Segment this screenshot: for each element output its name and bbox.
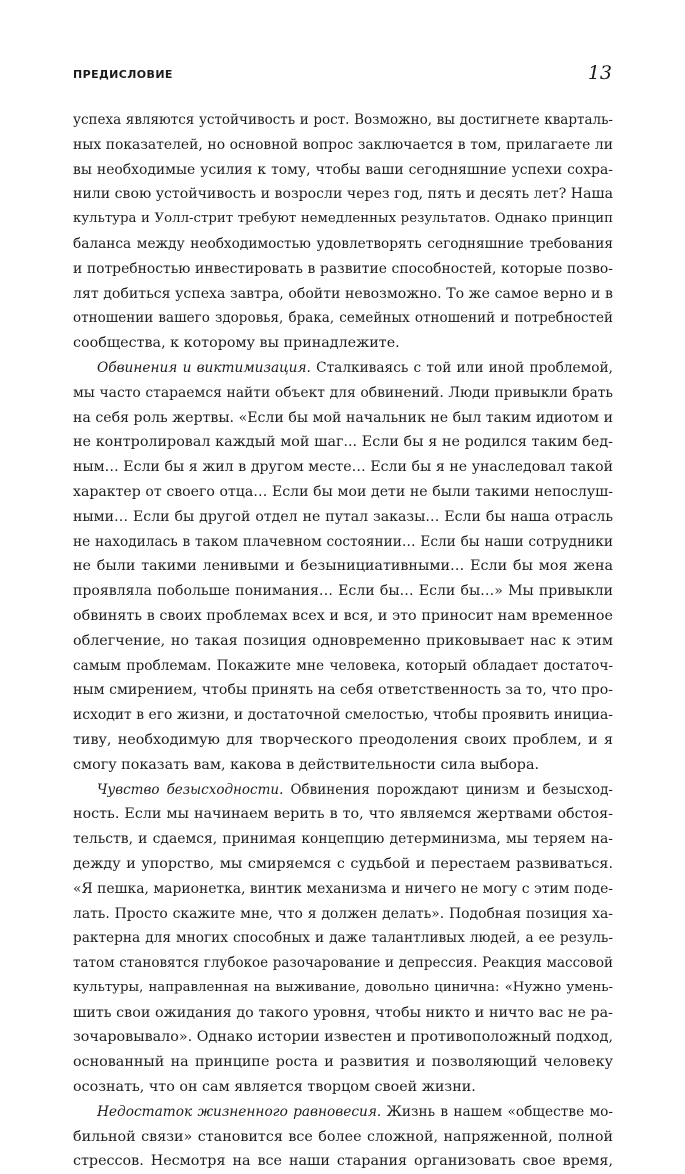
text-line bbox=[73, 951, 613, 976]
line-text: самым проблемам. Покажите мне человека, который обладает достаточ- bbox=[73, 657, 613, 674]
line-text: не контролировал каждый мой шаг... Если бы я не родился таким бед- bbox=[73, 434, 613, 451]
text-line bbox=[73, 703, 613, 728]
text-line bbox=[73, 678, 613, 703]
page-number: 13 bbox=[587, 62, 612, 84]
text-line bbox=[73, 133, 613, 158]
text-line bbox=[73, 802, 613, 827]
line-text: Сталкиваясь с той или иной проблемой, bbox=[310, 359, 613, 376]
text-line bbox=[73, 480, 613, 505]
text-line bbox=[73, 604, 613, 629]
text-line bbox=[73, 926, 613, 951]
text-line bbox=[73, 1125, 613, 1150]
line-text: характер от своего отца… Если бы мои дети не были такими непослуш- bbox=[73, 483, 613, 500]
text-line bbox=[73, 852, 613, 877]
line-text: вы необходимые усилия к тому, чтобы ваши сегодняшние успехи сохра- bbox=[73, 161, 613, 178]
text-line bbox=[73, 728, 613, 753]
line-text: не были такими ленивыми и безынициативными… Если бы моя жена bbox=[73, 558, 613, 575]
text-line bbox=[73, 654, 613, 679]
text-line bbox=[73, 554, 613, 579]
text-line bbox=[73, 827, 613, 852]
line-text: Жизнь в нашем «обществе мо- bbox=[381, 1103, 613, 1120]
line-text: успеха являются устойчивость и рост. Возможно, вы достигнете кварталь- bbox=[73, 112, 613, 128]
line-text: зочаровывало». Однако истории известен и противоположный подход, bbox=[73, 1029, 613, 1046]
line-text: обвинять в своих проблемах всех и вся, и это приносит нам временное bbox=[73, 607, 613, 624]
line-text: ных показателей, но основной вопрос заключается в том, прилагаете ли bbox=[73, 136, 613, 153]
line-text: ными… Если бы другой отдел не путал заказы… Если бы наша отрасль bbox=[73, 508, 613, 525]
text-line bbox=[73, 1050, 613, 1075]
text-line bbox=[73, 505, 613, 530]
line-text: осознать, что он сам является творцом своей жизни. bbox=[73, 1079, 476, 1096]
text-line bbox=[73, 778, 613, 803]
text-line bbox=[73, 282, 613, 307]
line-text: бильной связи» становится все более сложной, напряженной, полной bbox=[73, 1128, 613, 1145]
line-text: лят добиться успеха завтра, обойти невозможно. То же самое верно и в bbox=[73, 285, 613, 302]
line-text: ным смирением, чтобы принять на себя ответственность за то, что про- bbox=[73, 682, 613, 699]
line-text: сообщества, к которому вы принадлежите. bbox=[73, 335, 400, 352]
text-line bbox=[73, 356, 613, 381]
line-text: основанный на принципе роста и развития и позволяющий человеку bbox=[73, 1054, 613, 1071]
text-line bbox=[73, 1001, 613, 1026]
line-text: ность. Если мы начинаем верить в то, что являемся жертвами обстоя- bbox=[73, 806, 613, 823]
line-text: культура и Уолл-стрит требуют немедленных результатов. Однако принцип bbox=[73, 211, 613, 227]
text-line bbox=[73, 877, 613, 902]
text-line bbox=[73, 108, 613, 133]
line-text: смогу показать вам, какова в действительности сила выбора. bbox=[73, 756, 540, 773]
italic-lead: Недостаток жизненного равновесия. bbox=[97, 1103, 382, 1120]
text-line bbox=[73, 1075, 613, 1100]
italic-lead: Обвинения и виктимизация. bbox=[97, 359, 311, 376]
line-text: нили свою устойчивость и возросли через год, пять и десять лет? Наша bbox=[73, 186, 613, 203]
text-line bbox=[73, 406, 613, 431]
text-line bbox=[73, 1149, 613, 1174]
text-line bbox=[73, 902, 613, 927]
line-text: стрессов. Несмотря на все наши старания организовать свое время, bbox=[73, 1153, 613, 1170]
text-line bbox=[73, 1100, 613, 1125]
text-line bbox=[73, 753, 613, 778]
line-text: лать. Просто скажите мне, что я должен делать». Подобная позиция ха- bbox=[73, 905, 613, 922]
body-text bbox=[73, 108, 613, 1174]
text-line bbox=[73, 331, 613, 356]
text-line bbox=[73, 158, 613, 183]
line-text: не находилась в таком плачевном состоянии… Если бы наши сотрудники bbox=[73, 533, 613, 550]
text-line bbox=[73, 182, 613, 207]
line-text: тиву, необходимую для творческого преодоления своих проблем, и я bbox=[73, 731, 613, 748]
running-head: ПРЕДИСЛОВИЕ bbox=[73, 68, 173, 81]
text-line bbox=[73, 530, 613, 555]
line-text: татом становятся глубокое разочарование и депрессия. Реакция массовой bbox=[73, 955, 613, 972]
text-line bbox=[73, 430, 613, 455]
line-text: на себя роль жертвы. «Если бы мой начальник не был таким идиотом и bbox=[73, 409, 613, 426]
text-line bbox=[73, 976, 613, 1001]
text-line bbox=[73, 381, 613, 406]
line-text: рактерна для многих способных и даже талантливых людей, а ее резуль- bbox=[73, 930, 613, 947]
line-text: отношении вашего здоровья, брака, семейных отношений и потребностей bbox=[73, 310, 613, 327]
line-text: облегчение, но такая позиция одновременно приковывает нас к этим bbox=[73, 632, 613, 649]
line-text: дежду и упорство, мы смиряемся с судьбой и перестаем развиваться. bbox=[73, 855, 613, 872]
line-text: баланса между необходимостью удовлетворять сегодняшние требования bbox=[73, 235, 613, 252]
text-line bbox=[73, 1025, 613, 1050]
text-line bbox=[73, 629, 613, 654]
text-line bbox=[73, 579, 613, 604]
line-text: Обвинения порождают цинизм и безысход- bbox=[283, 781, 613, 798]
line-text: проявляла побольше понимания… Если бы… Если бы…» Мы привыкли bbox=[73, 583, 613, 600]
text-line bbox=[73, 455, 613, 480]
text-line bbox=[73, 232, 613, 257]
line-text: тельств, и сдаемся, принимая концепцию детерминизма, мы теряем на- bbox=[73, 831, 613, 848]
text-line bbox=[73, 257, 613, 282]
line-text: «Я пешка, марионетка, винтик механизма и ничего не могу с этим поде- bbox=[73, 880, 613, 897]
line-text: мы часто стараемся найти объект для обвинений. Люди привыкли брать bbox=[73, 384, 613, 401]
line-text: шить свои ожидания до такого уровня, чтобы никто и ничто вас не ра- bbox=[73, 1004, 613, 1021]
text-line bbox=[73, 207, 613, 232]
line-text: исходит в его жизни, и достаточной смелостью, чтобы проявить инициа- bbox=[73, 707, 613, 724]
line-text: и потребностью инвестировать в развитие способностей, которые позво- bbox=[73, 260, 613, 277]
line-text: ным… Если бы я жил в другом месте… Если бы я не унаследовал такой bbox=[73, 459, 613, 476]
text-line bbox=[73, 306, 613, 331]
line-text: культуры, направленная на выживание, довольно цинична: «Нужно умень- bbox=[73, 979, 613, 995]
italic-lead: Чувство безысходности. bbox=[97, 781, 284, 798]
